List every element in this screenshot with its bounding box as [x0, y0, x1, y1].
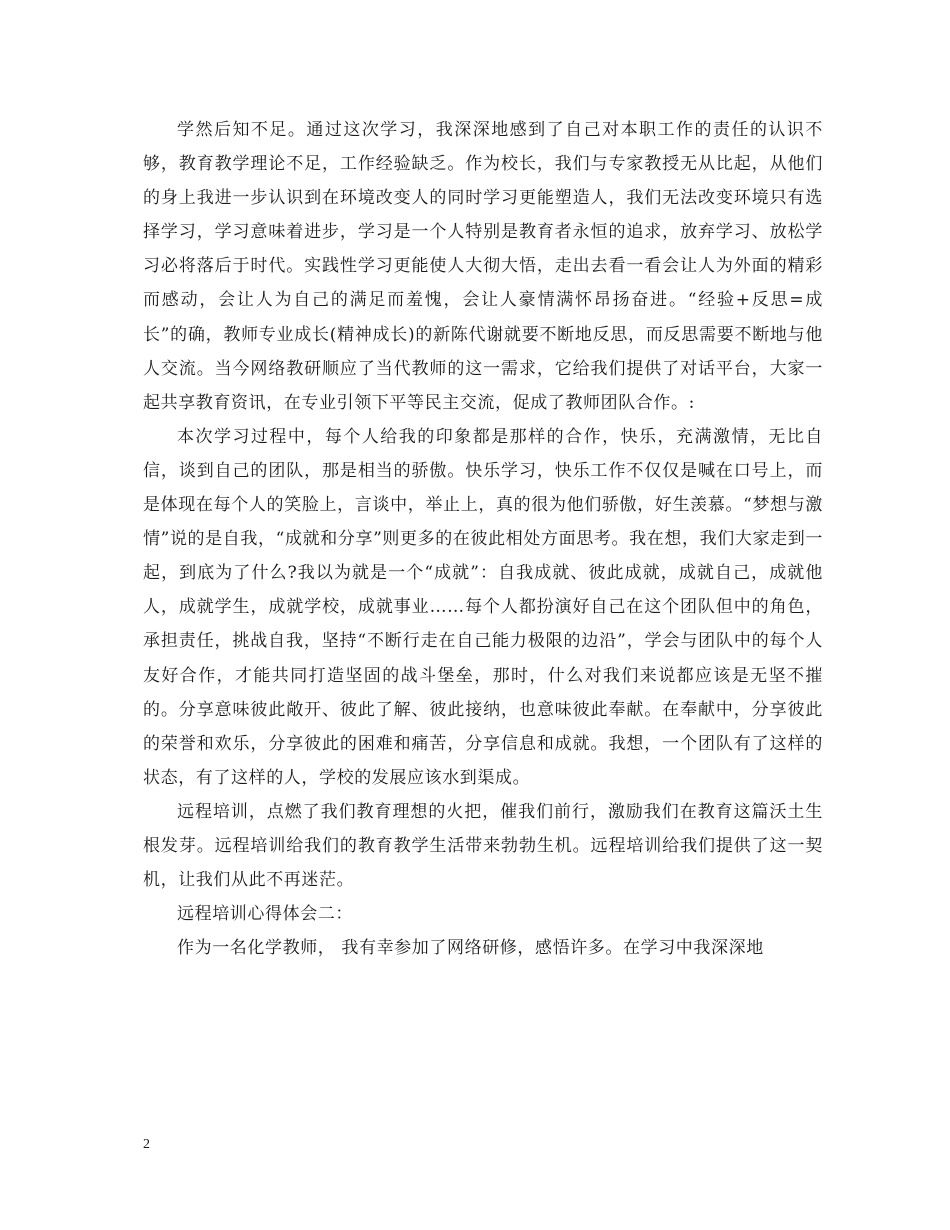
paragraph-1: 学然后知不足。通过这次学习，我深深地感到了自己对本职工作的责任的认识不够，教育教学理论不足，工作经验缺乏。作为校长，我们与专家教授无从比起，从他们的身上我进一步认识到在环境改变人的同时学习更能塑造人，我们无法改变环境只有选择学习，学习意味着进步，学习是一个人特别是教育者永恒的追求，放弃学习、放松学习必将落后于时代。实践性学习更能使人大彻大悟，走出去看一看会让人为外面的精彩而感动，会让人为自己的满足而羞愧，会让人豪情满怀昂扬奋进。“经验+反思=成长”的确，教师专业成长(精神成长)的新陈代谢就要不断地反思，而反思需要不断地与他人交流。当今网络教研顺应了当代教师的这一需求，它给我们提供了对话平台，大家一起共享教育资讯，在专业引领下平等民主交流，促成了教师团队合作。: — [143, 120, 823, 413]
body-text — [143, 113, 823, 965]
paragraph-4: 作为一名化学教师， 我有幸参加了网络研修，感悟许多。在学习中我深深地 — [177, 938, 764, 959]
page-number: 2 — [143, 1137, 150, 1152]
paragraph-2: 本次学习过程中，每个人给我的印象都是那样的合作，快乐，充满激情，无比自信，谈到自己的团队，那是相当的骄傲。快乐学习，快乐工作不仅仅是喊在口号上，而是体现在每个人的笑脸上，言谈中，举止上，真的很为他们骄傲，好生羡慕。“梦想与激情”说的是自我，“成就和分享”则更多的在彼此相处方面思考。我在想，我们大家走到一起，到底为了什么?我以为就是一个“成就”：自我成就、彼此成就，成就自己，成就他人，成就学生，成就学校，成就事业……每个人都扮演好自己在这个团队但中的角色，承担责任，挑战自我，坚持“不断行走在自己能力极限的边沿”，学会与团队中的每个人友好合作，才能共同打造坚固的战斗堡垒，那时，什么对我们来说都应该是无坚不摧的。分享意味彼此敞开、彼此了解、彼此接纳，也意味彼此奉献。在奉献中，分享彼此的荣誉和欢乐，分享彼此的困难和痛苦，分享信息和成就。我想，一个团队有了这样的状态，有了这样的人，学校的发展应该水到渠成。 — [143, 426, 823, 788]
paragraph-3: 远程培训，点燃了我们教育理想的火把，催我们前行，激励我们在教育这篇沃土生根发芽。远程培训给我们的教育教学生活带来勃勃生机。远程培训给我们提供了这一契机，让我们从此不再迷茫。 — [143, 801, 823, 891]
section-heading: 远程培训心得体会二： — [177, 904, 353, 925]
